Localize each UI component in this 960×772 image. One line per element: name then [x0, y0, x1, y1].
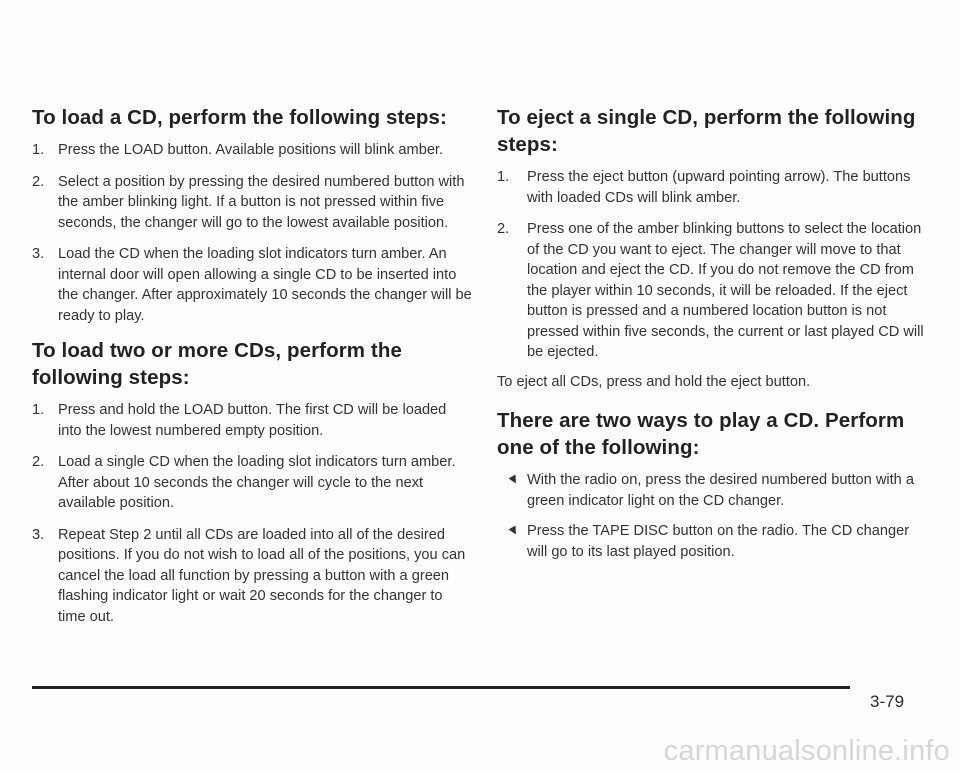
step-text: Load a single CD when the loading slot indicators turn amber. After about 10 seconds the changer will cycle to the next available position. [58, 454, 456, 511]
left-column [32, 104, 472, 638]
step-number: 2. [497, 221, 510, 237]
step-number: 2. [32, 173, 45, 190]
step-number: 1. [497, 169, 510, 185]
bullet-text: Press the TAPE DISC button on the radio. The CD changer will go to its last played position. [527, 523, 910, 560]
step-number: 3. [32, 246, 45, 262]
bullet-icon [509, 475, 520, 486]
load-multiple-steps [32, 400, 472, 627]
list-item [32, 452, 472, 514]
watermark: carmanualsonline.info [663, 735, 950, 767]
eject-cd-steps [497, 167, 929, 363]
page-number: 3-79 [870, 692, 905, 711]
play-cd-bullets [497, 470, 929, 562]
heading-load-cd: To load a CD, perform the following steps: [32, 106, 447, 129]
step-text: Press the eject button (upward pointing arrow). The buttons with loaded CDs will blink amber. [527, 169, 911, 206]
heading-play-cd: There are two ways to play a CD. Perform one of the following: [497, 409, 905, 459]
list-item [497, 167, 929, 208]
footer-rule [32, 686, 850, 689]
eject-all-text: To eject all CDs, press and hold the eject button. [497, 373, 811, 390]
heading-eject-cd: To eject a single CD, perform the following steps: [497, 106, 916, 156]
step-text: Press one of the amber blinking buttons to select the location of the CD you want to eject. The changer will move to that location and eject the CD. If you do not remove the CD from the player within 10 seconds, it will be reloaded. If the eject button is pressed and a numbered location button is not pressed within five seconds, the current or last played CD will be ejected. [527, 221, 924, 360]
step-text: Press and hold the LOAD button. The first CD will be loaded into the lowest numbered empty position. [58, 402, 447, 439]
step-number: 2. [32, 454, 45, 470]
list-item [497, 521, 929, 562]
load-cd-steps [32, 140, 472, 326]
heading-load-multiple-cds: To load two or more CDs, perform the following steps: [32, 339, 402, 389]
right-column [497, 104, 929, 572]
bullet-icon [509, 526, 520, 537]
bullet-text: With the radio on, press the desired numbered button with a green indicator light on the CD changer. [527, 472, 914, 509]
list-item [32, 400, 472, 441]
step-number: 1. [32, 402, 45, 418]
list-item [32, 140, 472, 161]
list-item [32, 172, 472, 234]
list-item [497, 470, 929, 511]
step-number: 1. [32, 142, 45, 158]
step-number: 3. [32, 526, 45, 543]
list-item [32, 525, 472, 628]
list-item [32, 244, 472, 326]
list-item [497, 219, 929, 363]
step-text: Repeat Step 2 until all CDs are loaded into all of the desired positions. If you do not wish to load all of the positions, you can cancel the load all function by pressing a button with a green flashing indicator light or wait 20 seconds for the changer to time out. [58, 526, 466, 625]
step-text: Select a position by pressing the desired numbered button with the amber blinking light. If a button is not pressed within five seconds, the changer will go to the lowest available position. [58, 173, 465, 231]
step-text: Load the CD when the loading slot indicators turn amber. An internal door will open allowing a single CD to be inserted into the changer. After approximately 10 seconds the changer will be ready to play. [58, 246, 472, 324]
step-text: Press the LOAD button. Available positions will blink amber. [58, 142, 444, 158]
